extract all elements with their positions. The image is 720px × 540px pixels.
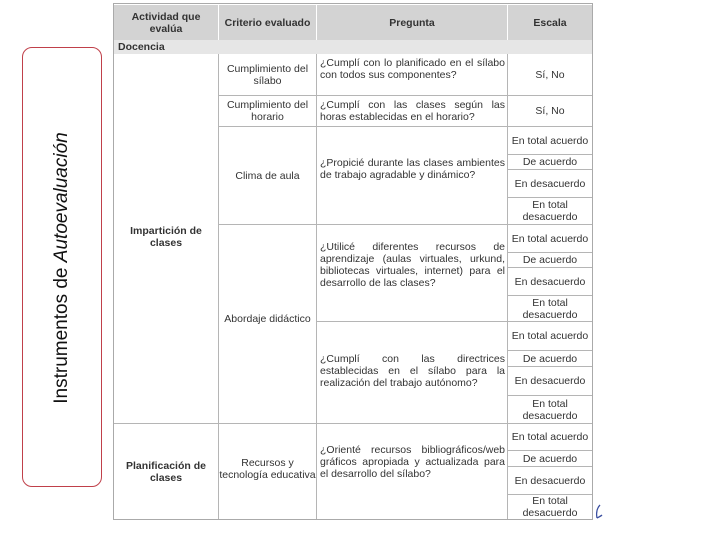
- escala-recursos-2: De acuerdo: [522, 254, 578, 266]
- criterio-abordaje: Abordaje didáctico: [224, 313, 311, 325]
- criterio-clima: Clima de aula: [235, 169, 300, 182]
- escala-recursos-4: En total desacuerdo: [522, 296, 578, 321]
- criterio-horario: Cumplimiento del horario: [226, 99, 309, 123]
- escala-recursos-3: En desacuerdo: [514, 275, 586, 288]
- pregunta-clima: ¿Propicié durante las clases ambientes de trabajo agradable y dinámico?: [320, 157, 505, 181]
- header-pregunta: Pregunta: [317, 5, 507, 40]
- side-title-emphasis: Autoevaluación: [51, 132, 72, 263]
- escala-bibliograficos-2: De acuerdo: [522, 452, 578, 465]
- escala-bibliograficos-4: En total desacuerdo: [522, 495, 578, 519]
- actividad-imparticion: Impartición de clases: [130, 225, 202, 249]
- criterio-silabo: Cumplimiento del sílabo: [226, 63, 309, 87]
- actividad-planificacion: Planificación de clases: [126, 460, 206, 484]
- escala-directrices-2: De acuerdo: [522, 352, 578, 365]
- escala-bibliograficos-1: En total acuerdo: [511, 431, 589, 443]
- escala-recursos-1: En total acuerdo: [511, 232, 589, 245]
- section-docencia: Docencia: [114, 40, 592, 54]
- escala-clima-3: En desacuerdo: [514, 177, 586, 190]
- side-title-prefix: Instrumentos de: [51, 262, 72, 404]
- escala-directrices-3: En desacuerdo: [514, 375, 586, 387]
- header-criterio: Criterio evaluado: [219, 5, 316, 40]
- escala-clima-2: De acuerdo: [522, 156, 578, 168]
- pregunta-bibliograficos: ¿Orienté recursos bibliográficos/web gráficos apropiada y actualizada para el desarrollo del sílabo?: [320, 444, 505, 480]
- header-escala: Escala: [508, 5, 592, 40]
- pregunta-silabo: ¿Cumplí con lo planificado en el sílabo con todos sus componentes?: [320, 57, 505, 81]
- escala-directrices-4: En total desacuerdo: [522, 397, 578, 422]
- escala-silabo: Sí, No: [535, 69, 565, 81]
- criterio-recursos: Recursos y tecnología educativa: [219, 457, 316, 481]
- escala-horario: Sí, No: [535, 105, 565, 117]
- evaluation-table: [113, 3, 593, 520]
- pregunta-horario: ¿Cumplí con las clases según las horas establecidas en el horario?: [320, 99, 505, 123]
- pregunta-directrices: ¿Cumplí con las directrices establecidas en el sílabo para la realización del trabajo autónomo?: [320, 353, 505, 389]
- escala-clima-1: En total acuerdo: [511, 134, 589, 147]
- side-title: [50, 68, 74, 468]
- pregunta-recursos-aprendizaje: ¿Utilicé diferentes recursos de aprendizaje (aulas virtuales, urkund, bibliotecas virtuales, internet) para el desarrollo de las clases?: [320, 241, 505, 289]
- pen-mark-icon: [591, 503, 603, 521]
- header-actividad: Actividad que evalúa: [114, 5, 218, 40]
- escala-directrices-1: En total acuerdo: [511, 330, 589, 342]
- escala-clima-4: En total desacuerdo: [522, 199, 578, 223]
- escala-bibliograficos-3: En desacuerdo: [514, 474, 586, 487]
